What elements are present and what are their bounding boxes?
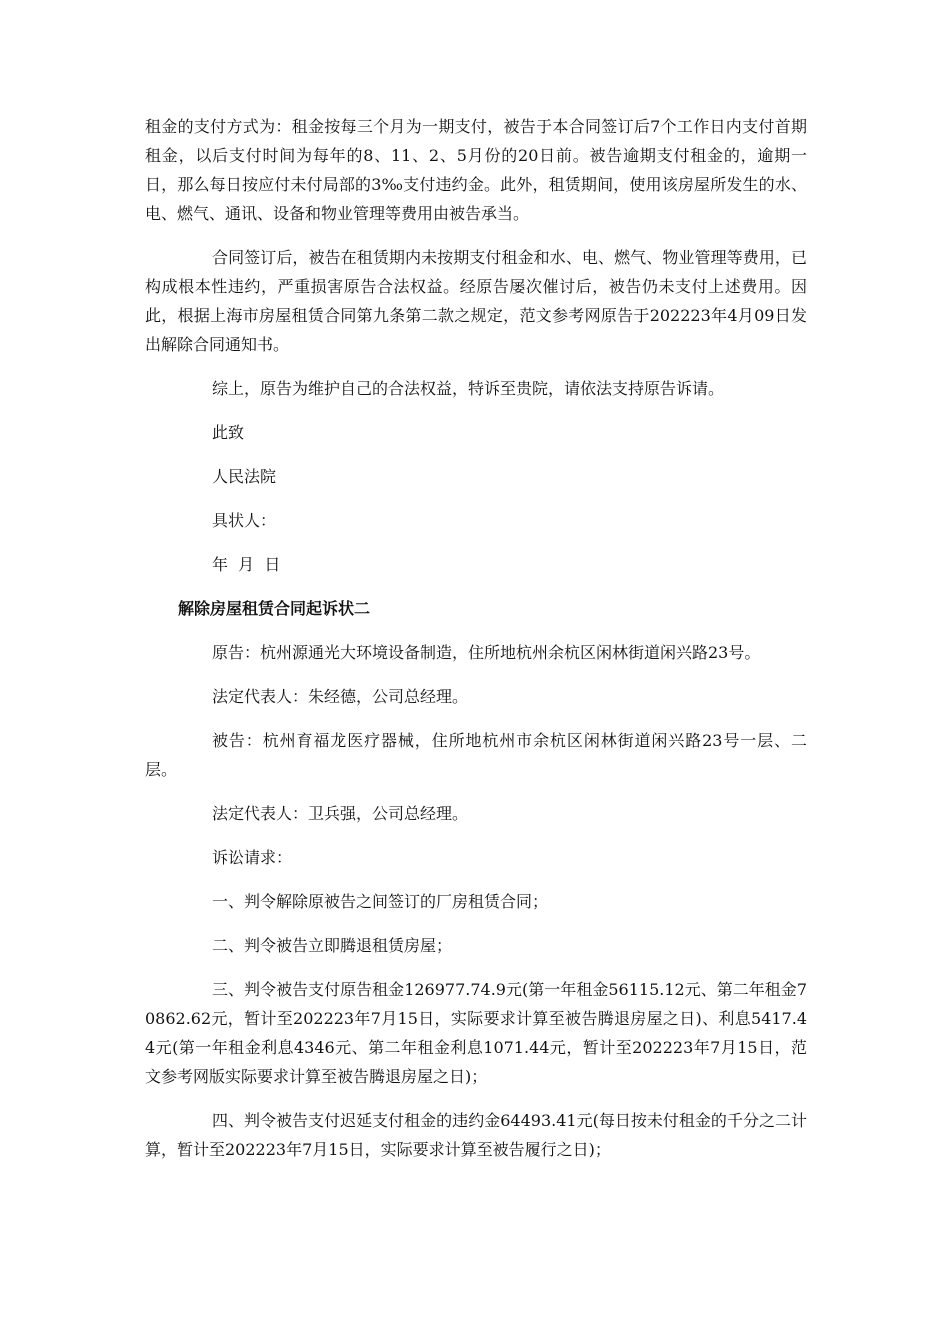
paragraph-rent-payment: 租金的支付方式为：租金按每三个月为一期支付，被告于本合同签订后7个工作日内支付首期租金，以后支付时间为每年的8、11、2、5月份的20日前。被告逾期支付租金的，逾期一日，那么每日按应付未付局部的3‰支付违约金。此外，租赁期间，使用该房屋所发生的水、电、燃气、通讯、设备和物业管理等费用由被告承当。: [145, 117, 807, 223]
section-heading: 解除房屋租赁合同起诉状二: [178, 599, 371, 618]
paragraph-claim-1: 一、判令解除原被告之间签订的厂房租赁合同；: [212, 892, 549, 911]
paragraph-claims-title: 诉讼请求：: [212, 848, 293, 867]
paragraph-claim-2: 二、判令被告立即腾退租赁房屋；: [212, 936, 453, 955]
paragraph-court: 人民法院: [212, 467, 277, 486]
paragraph-signatory: 具状人：: [212, 511, 277, 530]
document-body: [145, 112, 807, 1179]
paragraph-breach: 合同签订后，被告在租赁期内未按期支付租金和水、电、燃气、物业管理等费用，已构成根本性违约，严重损害原告合法权益。经原告屡次催讨后，被告仍未支付上述费用。因此，根据上海市房屋租赁合同第九条第二款之规定，范文参考网原告于202223年4月09日发出解除合同通知书。: [145, 248, 807, 354]
paragraph-salutation: 此致: [212, 423, 245, 442]
paragraph-plaintiff: 原告：杭州源通光大环境设备制造，住所地杭州余杭区闲林街道闲兴路23号。: [212, 643, 761, 662]
paragraph-defendant: 被告：杭州育福龙医疗器械，住所地杭州市余杭区闲林街道闲兴路23号一层、二层。: [145, 731, 807, 779]
paragraph-defendant-rep: 法定代表人：卫兵强，公司总经理。: [212, 804, 469, 823]
paragraph-conclusion: 综上，原告为维护自己的合法权益，特诉至贵院，请依法支持原告诉请。: [212, 379, 725, 398]
paragraph-date: 年 月 日: [212, 555, 281, 574]
paragraph-claim-3: 三、判令被告支付原告租金126977.74.9元(第一年租金56115.12元、第二年租金70862.62元，暂计至202223年7月15日，实际要求计算至被告腾退房屋之日)、利息5417.44元(第一年租金利息4346元、第二年租金利息1071.44元，暂计至202223年7月15日，范文参考网版实际要求计算至被告腾退房屋之日)；: [145, 980, 807, 1086]
paragraph-plaintiff-rep: 法定代表人：朱经德，公司总经理。: [212, 687, 469, 706]
paragraph-claim-4: 四、判令被告支付迟延支付租金的违约金64493.41元(每日按未付租金的千分之二计算，暂计至202223年7月15日，实际要求计算至被告履行之日)；: [145, 1111, 807, 1159]
